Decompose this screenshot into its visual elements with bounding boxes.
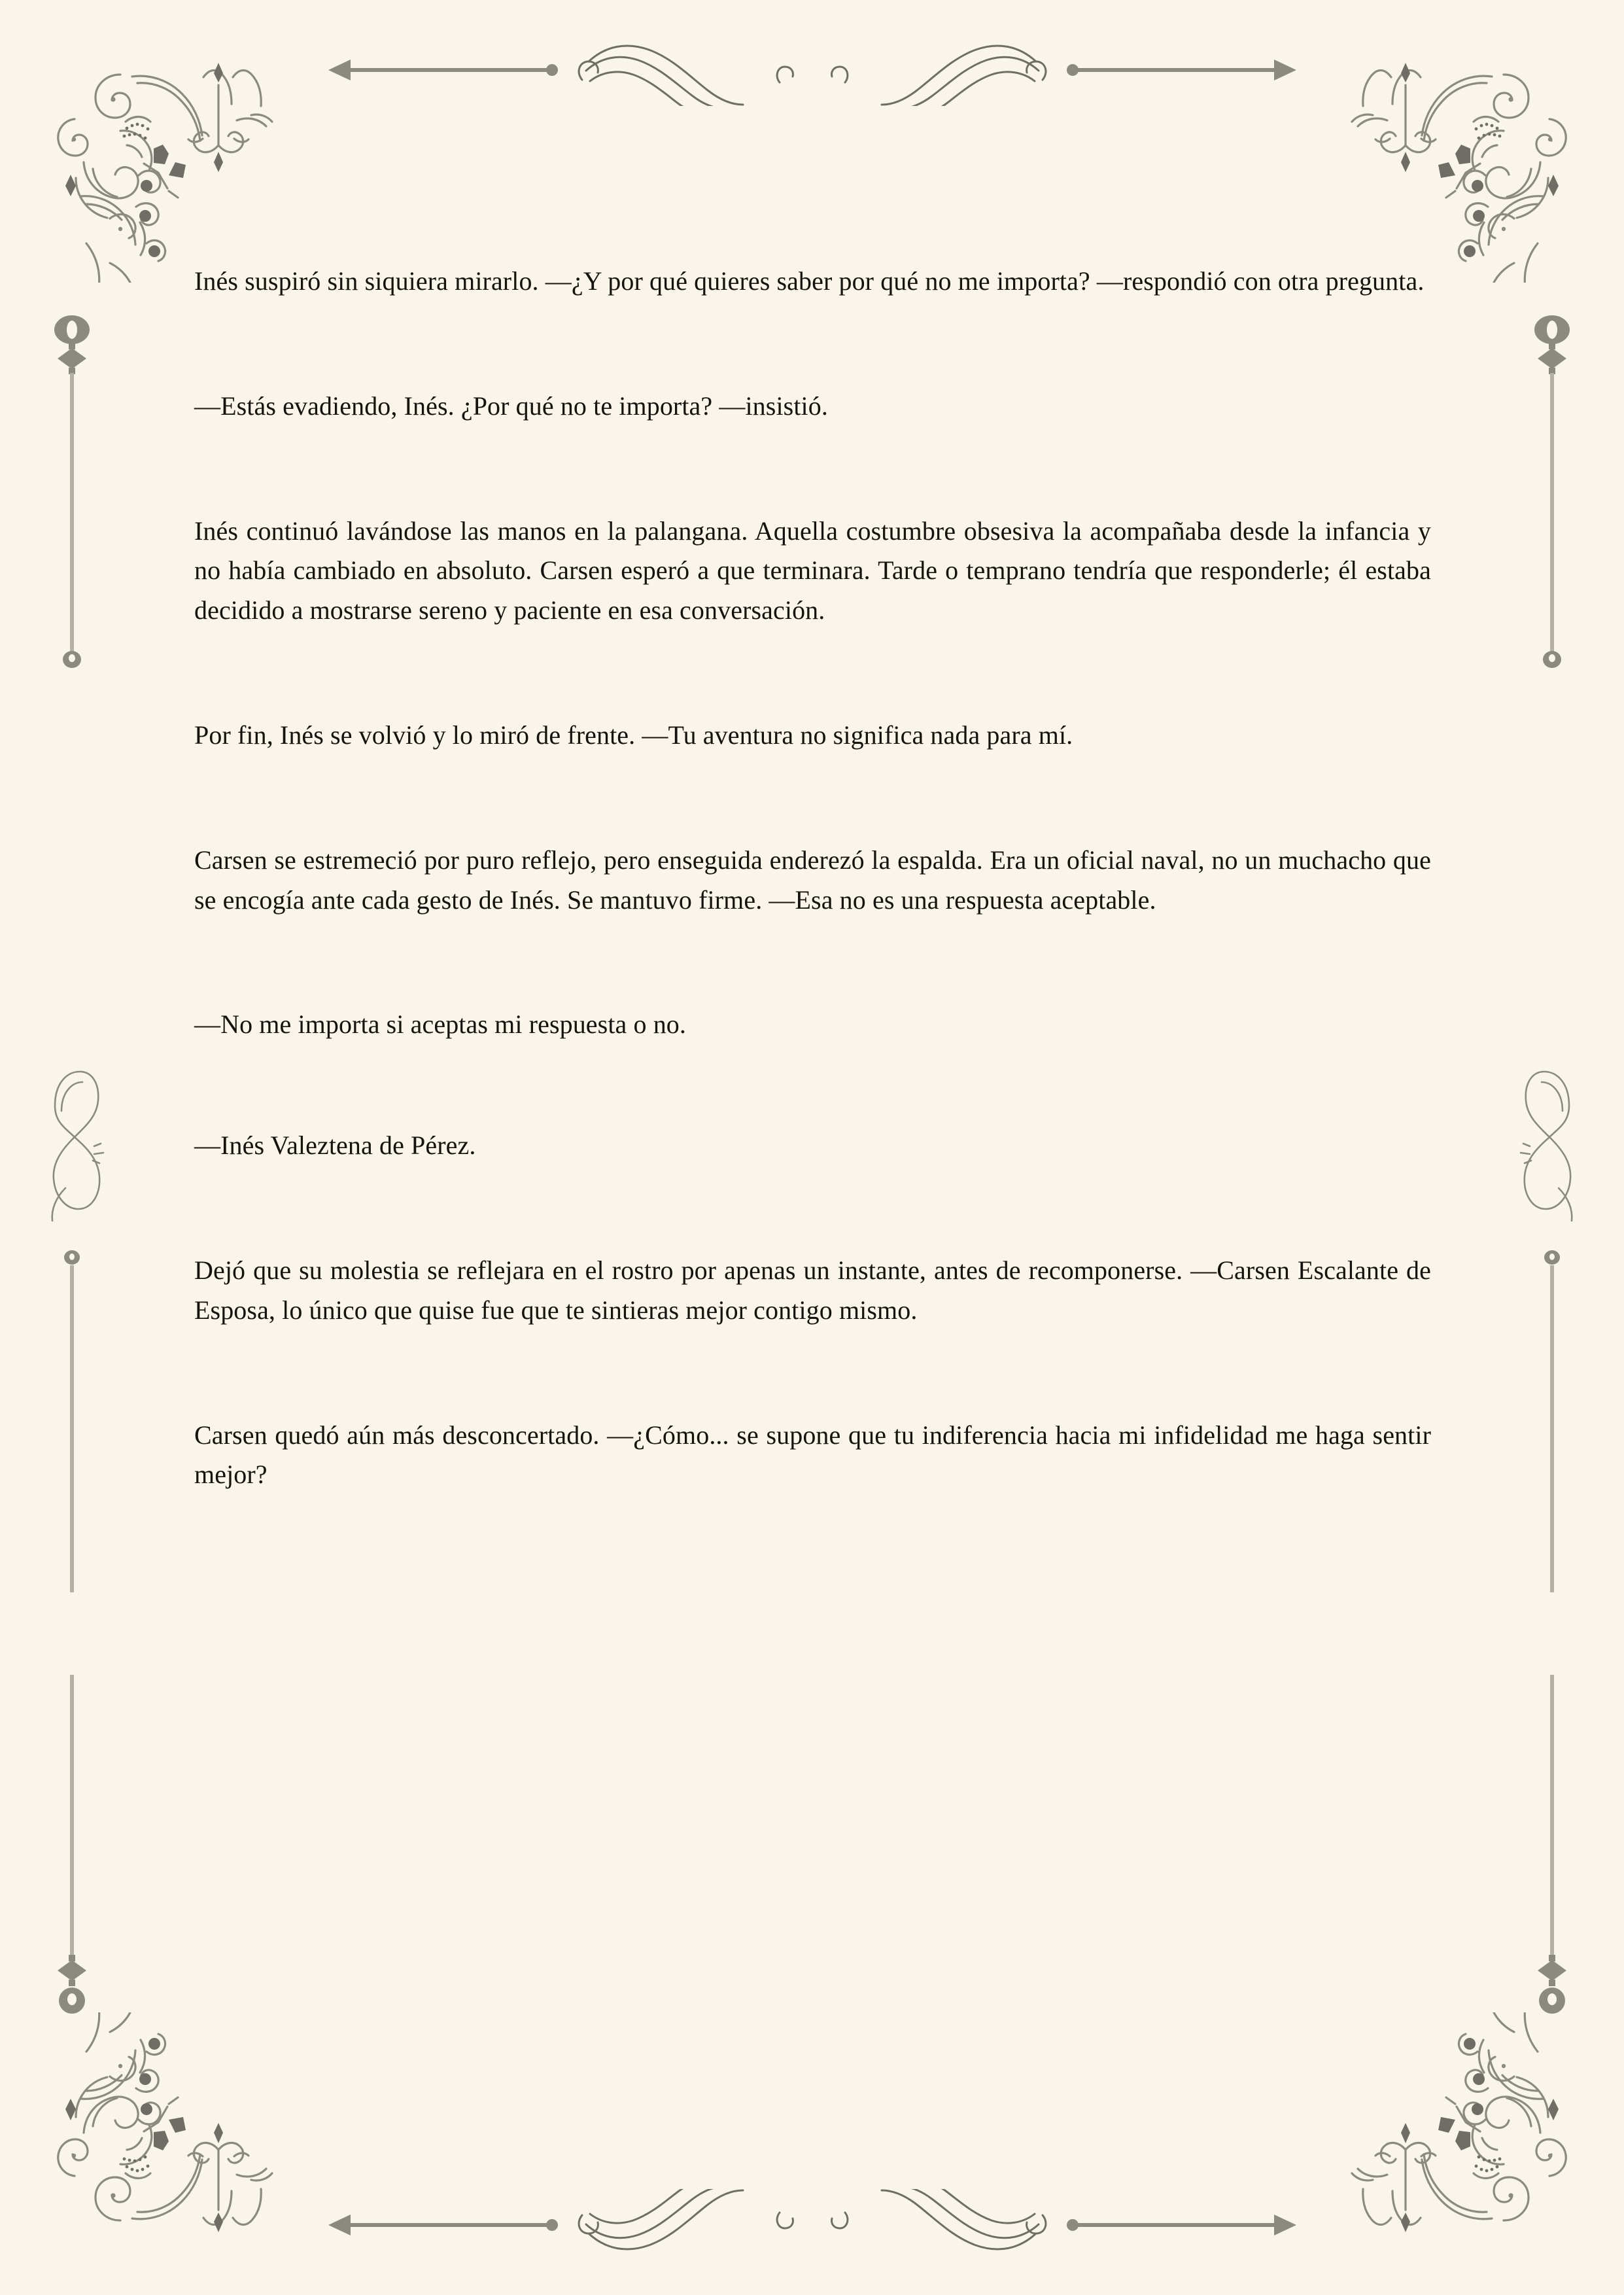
paragraph: Por fin, Inés se volvió y lo miró de frente. —Tu aventura no significa nada para mí.: [194, 720, 1073, 750]
paragraph-spacer: [194, 756, 1431, 841]
paragraph-spacer: [194, 631, 1431, 716]
side-rod-right-lower-icon: [1529, 1675, 1576, 2041]
paragraph: —Estás evadiendo, Inés. ¿Por qué no te importa? —insistió.: [194, 391, 828, 421]
paragraph-spacer: [194, 427, 1431, 512]
paragraph: —Inés Valeztena de Pérez.: [194, 1130, 476, 1161]
paragraph-spacer: [194, 1166, 1431, 1251]
corner-flourish-bottom-right-icon: [1341, 2012, 1577, 2248]
side-rod-right-upper-icon: [1529, 307, 1576, 674]
divider-top-icon: [322, 34, 1303, 106]
paragraph: Dejó que su molestia se reflejara en el rostro por apenas un instante, antes de recomponerse. —Carsen Escalante de Esposa, lo único que quise fue que te sintieras mejor contigo mismo.: [194, 1255, 1431, 1325]
figure-eight-knot-left-icon: [42, 1060, 114, 1256]
paragraph: Carsen se estremeció por puro reflejo, pero enseguida enderezó la espalda. Era un oficial naval, no un muchacho que se encogía ante cada gesto de Inés. Se mantuvo firme. —Esa no es una respuesta aceptable.: [194, 845, 1431, 915]
corner-flourish-bottom-left-icon: [47, 2012, 283, 2248]
corner-flourish-top-right-icon: [1341, 47, 1577, 283]
paragraph: Inés suspiró sin siquiera mirarlo. —¿Y por qué quieres saber por qué no me importa? —respondió con otra pregunta.: [194, 266, 1425, 296]
paragraph: Carsen quedó aún más desconcertado. —¿Cómo... se supone que tu indiferencia hacia mi infidelidad me haga sentir mejor?: [194, 1420, 1431, 1490]
side-rod-left-mid-icon: [48, 1243, 95, 1609]
paragraph: Inés continuó lavándose las manos en la palangana. Aquella costumbre obsesiva la acompañaba desde la infancia y no había cambiado en absoluto. Carsen esperó a que terminara. Tarde o temprano tendría que responderle; él estaba decidido a mostrarse sereno y paciente en esa conversación.: [194, 516, 1431, 625]
paragraph-spacer: [194, 302, 1431, 387]
side-rod-right-mid-icon: [1529, 1243, 1576, 1609]
divider-bottom-icon: [322, 2189, 1303, 2261]
corner-flourish-top-left-icon: [47, 47, 283, 283]
paragraph-spacer: [194, 1045, 1431, 1126]
paragraph-spacer: [194, 1331, 1431, 1416]
paragraph: —No me importa si aceptas mi respuesta o no.: [194, 1009, 686, 1040]
side-rod-left-lower-icon: [48, 1675, 95, 2041]
paragraph-spacer: [194, 920, 1431, 1005]
figure-eight-knot-right-icon: [1510, 1060, 1582, 1256]
page-body-text: [194, 262, 1431, 1495]
side-rod-left-upper-icon: [48, 307, 95, 674]
